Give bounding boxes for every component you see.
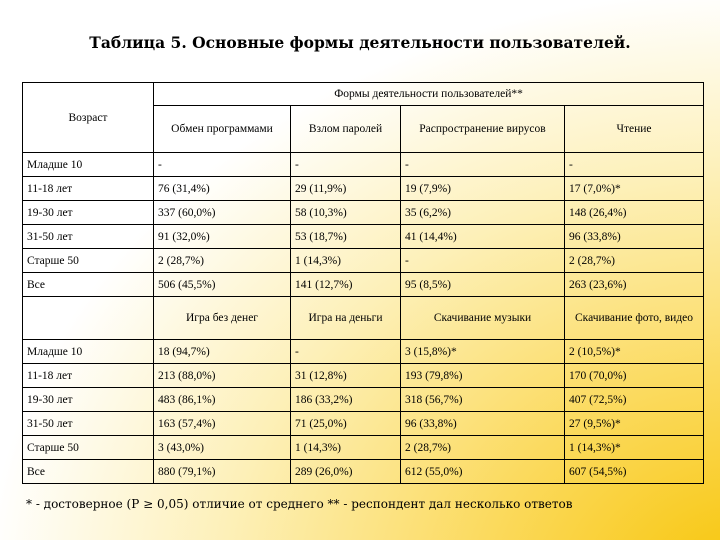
value-cell: 29 (11,9%) <box>291 177 401 201</box>
value-cell: 58 (10,3%) <box>291 201 401 225</box>
value-cell: - <box>401 153 565 177</box>
value-cell: 289 (26,0%) <box>291 460 401 484</box>
value-cell: 71 (25,0%) <box>291 412 401 436</box>
column-header: Распространение вирусов <box>401 106 565 153</box>
table-row <box>23 225 704 249</box>
group-header: Формы деятельности пользователей** <box>154 83 704 106</box>
value-cell: 170 (70,0%) <box>565 364 704 388</box>
value-cell: 612 (55,0%) <box>401 460 565 484</box>
value-cell: 91 (32,0%) <box>154 225 291 249</box>
table-row <box>23 388 704 412</box>
table-title: Таблица 5. Основные формы деятельности пользователей. <box>89 33 631 52</box>
age-cell: Старше 50 <box>23 436 154 460</box>
table-row <box>23 177 704 201</box>
value-cell: 607 (54,5%) <box>565 460 704 484</box>
value-cell: 2 (10,5%)* <box>565 340 704 364</box>
table-body <box>23 83 704 484</box>
value-cell: - <box>291 153 401 177</box>
column-header: Обмен программами <box>154 106 291 153</box>
value-cell: 483 (86,1%) <box>154 388 291 412</box>
value-cell: 506 (45,5%) <box>154 273 291 297</box>
header-row-group <box>23 83 704 106</box>
age-cell: Все <box>23 460 154 484</box>
value-cell: 148 (26,4%) <box>565 201 704 225</box>
age-cell: 19-30 лет <box>23 201 154 225</box>
age-header: Возраст <box>23 83 154 153</box>
footnote: * - достоверное (P ≥ 0,05) отличие от среднего ** - респондент дал несколько ответов <box>26 497 573 511</box>
table-row <box>23 249 704 273</box>
column-header: Чтение <box>565 106 704 153</box>
value-cell: 318 (56,7%) <box>401 388 565 412</box>
value-cell: 193 (79,8%) <box>401 364 565 388</box>
value-cell: 95 (8,5%) <box>401 273 565 297</box>
table-row <box>23 340 704 364</box>
value-cell: 41 (14,4%) <box>401 225 565 249</box>
value-cell: 35 (6,2%) <box>401 201 565 225</box>
table-row <box>23 364 704 388</box>
value-cell: 53 (18,7%) <box>291 225 401 249</box>
table-row <box>23 273 704 297</box>
value-cell: 17 (7,0%)* <box>565 177 704 201</box>
value-cell: 27 (9,5%)* <box>565 412 704 436</box>
value-cell: 163 (57,4%) <box>154 412 291 436</box>
age-cell: 19-30 лет <box>23 388 154 412</box>
value-cell: 1 (14,3%)* <box>565 436 704 460</box>
age-cell: 11-18 лет <box>23 177 154 201</box>
value-cell: - <box>401 249 565 273</box>
age-cell: 11-18 лет <box>23 364 154 388</box>
column-header: Игра без денег <box>154 297 291 340</box>
value-cell: 1 (14,3%) <box>291 436 401 460</box>
value-cell: - <box>291 340 401 364</box>
value-cell: 407 (72,5%) <box>565 388 704 412</box>
age-cell: 31-50 лет <box>23 412 154 436</box>
value-cell: 2 (28,7%) <box>565 249 704 273</box>
value-cell: 18 (94,7%) <box>154 340 291 364</box>
header-row-section2 <box>23 297 704 340</box>
value-cell: 141 (12,7%) <box>291 273 401 297</box>
value-cell: 880 (79,1%) <box>154 460 291 484</box>
age-cell: Старше 50 <box>23 249 154 273</box>
table-row <box>23 412 704 436</box>
value-cell: 2 (28,7%) <box>154 249 291 273</box>
column-header: Скачивание музыки <box>401 297 565 340</box>
value-cell: 213 (88,0%) <box>154 364 291 388</box>
age-cell: 31-50 лет <box>23 225 154 249</box>
age-cell: Младше 10 <box>23 153 154 177</box>
value-cell: 3 (43,0%) <box>154 436 291 460</box>
column-header: Игра на деньги <box>291 297 401 340</box>
table-row <box>23 201 704 225</box>
table-row <box>23 460 704 484</box>
age-cell: Младше 10 <box>23 340 154 364</box>
empty-header-cell <box>23 297 154 340</box>
column-header: Взлом паролей <box>291 106 401 153</box>
value-cell: 263 (23,6%) <box>565 273 704 297</box>
value-cell: - <box>154 153 291 177</box>
value-cell: 96 (33,8%) <box>565 225 704 249</box>
activity-table <box>22 82 704 484</box>
value-cell: 76 (31,4%) <box>154 177 291 201</box>
table-row <box>23 153 704 177</box>
value-cell: 337 (60,0%) <box>154 201 291 225</box>
value-cell: 1 (14,3%) <box>291 249 401 273</box>
value-cell: 31 (12,8%) <box>291 364 401 388</box>
value-cell: 96 (33,8%) <box>401 412 565 436</box>
value-cell: 19 (7,9%) <box>401 177 565 201</box>
value-cell: - <box>565 153 704 177</box>
value-cell: 186 (33,2%) <box>291 388 401 412</box>
value-cell: 2 (28,7%) <box>401 436 565 460</box>
column-header: Скачивание фото, видео <box>565 297 704 340</box>
table-row <box>23 436 704 460</box>
value-cell: 3 (15,8%)* <box>401 340 565 364</box>
age-cell: Все <box>23 273 154 297</box>
